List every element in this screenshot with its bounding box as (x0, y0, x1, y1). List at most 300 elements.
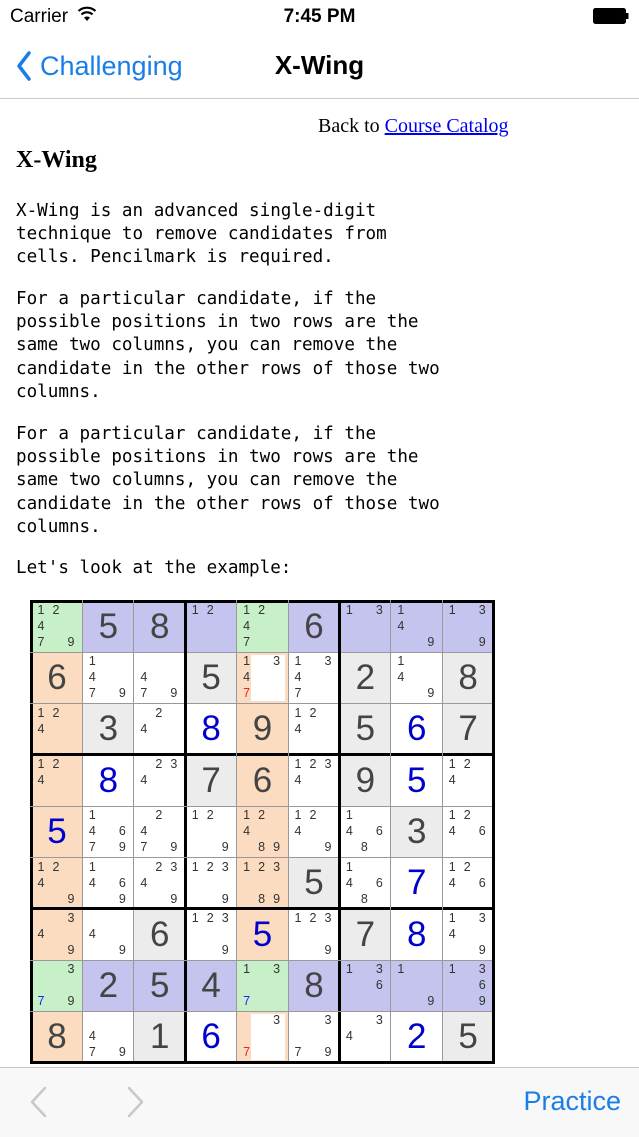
sudoku-cell-r4c6 (288, 755, 340, 807)
sudoku-cell-r2c8 (391, 652, 443, 704)
sudoku-cell-r7c5 (237, 909, 289, 961)
candidate-7: 7 (37, 635, 45, 649)
candidate-3: 3 (170, 756, 178, 771)
candidate-1: 1 (243, 654, 251, 669)
sudoku-cell-value: 7 (355, 914, 376, 954)
sudoku-cell-r9c7 (339, 1011, 391, 1063)
sudoku-cell-r8c6 (288, 960, 340, 1012)
candidate-4: 4 (448, 824, 456, 839)
candidate-9: 9 (170, 891, 178, 906)
candidate-7: 7 (243, 635, 251, 649)
grid-line (236, 600, 237, 1065)
grid-line (30, 1011, 496, 1012)
sudoku-cell-r4c4 (185, 755, 237, 807)
chevron-right-icon (120, 1085, 148, 1119)
grid-line (30, 857, 496, 858)
candidate-4: 4 (88, 875, 96, 890)
sudoku-cell-r9c8 (391, 1011, 443, 1063)
sudoku-cell-r4c5 (237, 755, 289, 807)
candidate-3: 3 (324, 910, 332, 925)
candidate-9: 9 (427, 686, 435, 701)
sudoku-cell-r1c8 (391, 601, 443, 653)
candidate-2: 2 (309, 808, 317, 823)
candidate-1: 1 (191, 859, 199, 874)
sudoku-cell-r2c9 (442, 652, 494, 704)
candidate-1: 1 (448, 859, 456, 874)
sudoku-cell-value: 5 (252, 914, 273, 954)
sudoku-cell-value: 5 (201, 658, 221, 698)
candidate-3: 3 (273, 859, 281, 874)
candidate-1: 1 (448, 756, 456, 771)
candidate-8: 8 (258, 840, 266, 855)
sudoku-cell-r7c9 (442, 909, 494, 961)
sudoku-cell-r2c7 (339, 652, 391, 704)
candidate-9: 9 (118, 840, 126, 855)
grid-line (30, 703, 496, 704)
candidate-2: 2 (309, 756, 317, 771)
grid-line (30, 806, 496, 807)
candidate-7: 7 (140, 686, 148, 701)
candidate-1: 1 (37, 603, 45, 617)
candidate-6: 6 (375, 875, 383, 890)
sudoku-cell-r2c1 (31, 652, 83, 704)
status-bar (0, 0, 639, 34)
sudoku-cell-r8c5 (237, 960, 289, 1012)
candidate-9: 9 (118, 1045, 126, 1060)
candidate-2: 2 (463, 808, 471, 823)
sudoku-cell-r8c7 (339, 960, 391, 1012)
sudoku-cell-r3c6 (288, 704, 340, 756)
candidate-4: 4 (345, 875, 353, 890)
sudoku-cell-value: 6 (252, 760, 273, 800)
sudoku-cell-r5c6 (288, 806, 340, 858)
candidate-9: 9 (478, 635, 486, 649)
candidate-7: 7 (88, 686, 96, 701)
sudoku-cell-value: 5 (47, 812, 67, 852)
sudoku-cell-r1c2 (82, 601, 134, 653)
sudoku-cell-r7c6 (288, 909, 340, 961)
candidate-9: 9 (118, 891, 126, 906)
sudoku-cell-r5c8 (391, 806, 443, 858)
sudoku-cell-r5c9 (442, 806, 494, 858)
sudoku-cell-value: 6 (47, 658, 67, 698)
candidate-3: 3 (324, 756, 332, 771)
candidate-1: 1 (345, 962, 353, 977)
candidate-4: 4 (140, 875, 148, 890)
sudoku-cell-r6c6 (288, 858, 340, 910)
sudoku-cell-value: 7 (458, 709, 478, 749)
sudoku-cell-value: 8 (150, 606, 170, 646)
candidate-1: 1 (397, 654, 405, 669)
candidate-3: 3 (478, 910, 486, 925)
candidate-2: 2 (52, 756, 60, 771)
grid-line (30, 960, 496, 961)
candidate-4: 4 (243, 619, 251, 633)
candidate-1: 1 (345, 859, 353, 874)
clock-label: 7:45 PM (283, 6, 356, 27)
candidate-8: 8 (360, 891, 368, 906)
sudoku-cell-r6c4 (185, 858, 237, 910)
candidate-1: 1 (37, 859, 45, 874)
sudoku-cell-r7c2 (82, 909, 134, 961)
paragraph-rows-rule: For a particular candidate, if the possible positions in two rows are the same two columns, you can remove the candidate in the other rows of those two columns. (16, 289, 440, 402)
grid-box-border (30, 600, 496, 603)
candidate-2: 2 (52, 705, 60, 720)
sudoku-cell-r4c9 (442, 755, 494, 807)
candidate-1: 1 (243, 603, 251, 617)
candidate-4: 4 (140, 824, 148, 839)
sudoku-cell-r9c1 (31, 1011, 83, 1063)
candidate-1: 1 (243, 808, 251, 823)
grid-box-border (338, 600, 341, 1065)
grid-line (288, 600, 289, 1065)
sudoku-cell-r8c4 (185, 960, 237, 1012)
candidate-7: 7 (243, 1045, 251, 1060)
bottom-toolbar (0, 1067, 639, 1137)
candidate-2: 2 (52, 859, 60, 874)
candidate-4: 4 (345, 824, 353, 839)
candidate-2: 2 (206, 910, 214, 925)
candidate-9: 9 (67, 994, 75, 1009)
candidate-3: 3 (324, 1013, 332, 1028)
sudoku-cell-value: 3 (98, 709, 119, 749)
sudoku-cell-value: 5 (150, 965, 170, 1005)
candidate-9: 9 (324, 942, 332, 957)
candidate-2: 2 (258, 808, 266, 823)
sudoku-cell-value: 5 (304, 863, 324, 903)
sudoku-cell-value: 4 (201, 965, 221, 1005)
candidate-3: 3 (375, 962, 383, 977)
candidate-1: 1 (243, 962, 251, 977)
paragraph-intro: X-Wing is an advanced single-digit technique to remove candidates from cells. Pencilmark is required. (16, 201, 387, 268)
candidate-4: 4 (294, 824, 302, 839)
sudoku-cell-r3c1 (31, 704, 83, 756)
candidate-2: 2 (206, 603, 214, 617)
sudoku-cell-r3c2 (82, 704, 134, 756)
sudoku-cell-r5c5 (237, 806, 289, 858)
candidate-4: 4 (140, 721, 148, 736)
candidate-1: 1 (88, 859, 96, 874)
candidate-1: 1 (294, 756, 302, 771)
sudoku-cell-r1c4 (185, 601, 237, 653)
sudoku-cell-value: 8 (98, 760, 119, 800)
previous-page-button[interactable] (26, 1085, 54, 1119)
sudoku-cell-r6c5 (237, 858, 289, 910)
candidate-9: 9 (221, 942, 229, 957)
sudoku-cell-r9c2 (82, 1011, 134, 1063)
sudoku-cell-r7c7 (339, 909, 391, 961)
back-button[interactable] (16, 46, 183, 86)
candidate-3: 3 (221, 910, 229, 925)
candidate-2: 2 (155, 808, 163, 823)
candidate-1: 1 (448, 962, 456, 977)
sudoku-cell-value: 2 (98, 965, 119, 1005)
candidate-2: 2 (258, 859, 266, 874)
candidate-4: 4 (37, 926, 45, 941)
candidate-6: 6 (375, 824, 383, 839)
grid-line (390, 600, 391, 1065)
sudoku-cell-value: 7 (407, 863, 427, 903)
candidate-4: 4 (397, 619, 405, 633)
sudoku-cell-r8c1 (31, 960, 83, 1012)
carrier-label: Carrier (10, 6, 69, 27)
grid-line (30, 652, 496, 653)
candidate-1: 1 (345, 808, 353, 823)
candidate-3: 3 (273, 1013, 281, 1028)
candidate-2: 2 (258, 603, 266, 617)
candidate-9: 9 (478, 942, 486, 957)
candidate-2: 2 (155, 705, 163, 720)
candidate-6: 6 (118, 824, 126, 839)
paragraph-example-intro: Let's look at the example: (16, 558, 292, 578)
chevron-left-icon (16, 51, 32, 81)
candidate-9: 9 (273, 840, 281, 855)
sudoku-cell-r8c3 (134, 960, 186, 1012)
candidate-7: 7 (88, 1045, 96, 1060)
course-catalog-link[interactable]: Course Catalog (384, 115, 509, 137)
candidate-4: 4 (88, 824, 96, 839)
candidate-2: 2 (155, 859, 163, 874)
candidate-7: 7 (37, 994, 45, 1009)
candidate-4: 4 (140, 670, 148, 685)
sudoku-cell-r9c3 (134, 1011, 186, 1063)
candidate-8: 8 (258, 891, 266, 906)
candidate-4: 4 (448, 926, 456, 941)
grid-box-border (492, 600, 495, 1065)
sudoku-cell-r8c8 (391, 960, 443, 1012)
candidate-1: 1 (345, 603, 353, 617)
grid-line (82, 600, 83, 1065)
page-title: X-Wing (274, 50, 365, 80)
candidate-1: 1 (243, 859, 251, 874)
candidate-1: 1 (294, 910, 302, 925)
candidate-1: 1 (191, 808, 199, 823)
sudoku-cell-r3c9 (442, 704, 494, 756)
sudoku-cell-r9c5 (237, 1011, 289, 1063)
sudoku-cell-value: 8 (201, 709, 221, 749)
candidate-3: 3 (478, 962, 486, 977)
candidate-4: 4 (37, 721, 45, 736)
candidate-4: 4 (294, 670, 302, 685)
sudoku-cell-r7c3 (134, 909, 186, 961)
back-to-catalog-line (318, 115, 509, 138)
candidate-9: 9 (324, 1045, 332, 1060)
sudoku-cell-value: 6 (150, 914, 170, 954)
sudoku-cell-value: 3 (407, 812, 427, 852)
sudoku-cell-r8c2 (82, 960, 134, 1012)
sudoku-cell-r9c9 (442, 1011, 494, 1063)
candidate-4: 4 (37, 772, 45, 787)
candidate-8: 8 (360, 840, 368, 855)
candidate-1: 1 (191, 910, 199, 925)
candidate-6: 6 (478, 875, 486, 890)
grid-box-border (30, 753, 496, 756)
next-page-button[interactable] (120, 1085, 148, 1119)
sudoku-cell-r4c2 (82, 755, 134, 807)
sudoku-cell-r4c8 (391, 755, 443, 807)
candidate-7: 7 (243, 994, 251, 1009)
candidate-4: 4 (140, 772, 148, 787)
candidate-4: 4 (448, 875, 456, 890)
chevron-left-icon (26, 1085, 54, 1119)
sudoku-cell-value: 5 (458, 1017, 478, 1057)
candidate-9: 9 (427, 635, 435, 649)
sudoku-cell-r1c5 (237, 601, 289, 653)
candidate-2: 2 (155, 756, 163, 771)
grid-box-border (30, 907, 496, 910)
sudoku-cell-r1c3 (134, 601, 186, 653)
candidate-4: 4 (88, 1029, 96, 1044)
sudoku-cell-value: 5 (98, 606, 119, 646)
sudoku-cell-r3c3 (134, 704, 186, 756)
sudoku-cell-value: 9 (355, 760, 376, 800)
lesson-content (0, 99, 639, 1067)
candidate-9: 9 (221, 891, 229, 906)
sudoku-cell-r7c1 (31, 909, 83, 961)
sudoku-cell-r2c3 (134, 652, 186, 704)
candidate-9: 9 (67, 635, 75, 649)
sudoku-cell-r1c1 (31, 601, 83, 653)
candidate-1: 1 (397, 603, 405, 617)
candidate-9: 9 (118, 686, 126, 701)
grid-line (442, 600, 443, 1065)
sudoku-cell-r3c5 (237, 704, 289, 756)
candidate-2: 2 (463, 756, 471, 771)
sudoku-cell-value: 2 (407, 1017, 427, 1057)
sudoku-cell-r2c2 (82, 652, 134, 704)
candidate-4: 4 (294, 721, 302, 736)
back-to-prefix: Back to (318, 115, 385, 137)
candidate-1: 1 (37, 705, 45, 720)
candidate-6: 6 (118, 875, 126, 890)
candidate-9: 9 (118, 942, 126, 957)
candidate-3: 3 (221, 859, 229, 874)
sudoku-cell-r6c9 (442, 858, 494, 910)
candidate-1: 1 (294, 705, 302, 720)
sudoku-cell-r3c4 (185, 704, 237, 756)
candidate-1: 1 (88, 808, 96, 823)
sudoku-cell-value: 6 (201, 1017, 221, 1057)
lesson-heading: X-Wing (16, 147, 97, 173)
candidate-3: 3 (67, 962, 75, 977)
candidate-1: 1 (88, 654, 96, 669)
battery-icon (593, 8, 629, 24)
candidate-4: 4 (243, 824, 251, 839)
candidate-6: 6 (375, 978, 383, 993)
sudoku-cell-r5c7 (339, 806, 391, 858)
sudoku-cell-r4c7 (339, 755, 391, 807)
candidate-3: 3 (375, 1013, 383, 1028)
candidate-9: 9 (170, 840, 178, 855)
sudoku-cell-r6c1 (31, 858, 83, 910)
sudoku-cell-value: 5 (355, 709, 376, 749)
sudoku-cell-r9c6 (288, 1011, 340, 1063)
sudoku-cell-value: 9 (252, 709, 273, 749)
candidate-4: 4 (243, 670, 251, 685)
candidate-2: 2 (52, 603, 60, 617)
sudoku-cell-value: 8 (458, 658, 478, 698)
candidate-3: 3 (67, 910, 75, 925)
candidate-2: 2 (309, 705, 317, 720)
candidate-9: 9 (221, 840, 229, 855)
sudoku-cell-r6c3 (134, 858, 186, 910)
candidate-9: 9 (67, 942, 75, 957)
sudoku-cell-value: 2 (355, 658, 376, 698)
candidate-7: 7 (88, 840, 96, 855)
sudoku-cell-r5c1 (31, 806, 83, 858)
candidate-7: 7 (294, 1045, 302, 1060)
grid-box-border (184, 600, 187, 1065)
candidate-2: 2 (309, 910, 317, 925)
candidate-2: 2 (206, 808, 214, 823)
sudoku-cell-r1c6 (288, 601, 340, 653)
sudoku-cell-value: 6 (304, 606, 324, 646)
candidate-4: 4 (448, 772, 456, 787)
candidate-9: 9 (427, 994, 435, 1009)
candidate-7: 7 (294, 686, 302, 701)
sudoku-cell-value: 8 (304, 965, 324, 1005)
candidate-4: 4 (37, 619, 45, 633)
sudoku-cell-r6c7 (339, 858, 391, 910)
sudoku-cell-r6c8 (391, 858, 443, 910)
candidate-7: 7 (243, 686, 251, 701)
candidate-4: 4 (345, 1029, 353, 1044)
candidate-3: 3 (273, 654, 281, 669)
candidate-9: 9 (67, 891, 75, 906)
back-button-label: Challenging (40, 50, 183, 81)
candidate-7: 7 (140, 840, 148, 855)
candidate-4: 4 (88, 670, 96, 685)
grid-box-border (30, 600, 33, 1065)
sudoku-cell-r6c2 (82, 858, 134, 910)
candidate-2: 2 (206, 859, 214, 874)
sudoku-cell-r2c6 (288, 652, 340, 704)
sudoku-cell-r7c4 (185, 909, 237, 961)
candidate-1: 1 (448, 808, 456, 823)
candidate-4: 4 (397, 670, 405, 685)
candidate-9: 9 (170, 686, 178, 701)
candidate-1: 1 (294, 654, 302, 669)
candidate-6: 6 (478, 824, 486, 839)
sudoku-cell-r2c5 (237, 652, 289, 704)
sudoku-cell-r7c8 (391, 909, 443, 961)
candidate-6: 6 (478, 978, 486, 993)
practice-button[interactable]: Practice (523, 1086, 621, 1116)
sudoku-cell-value: 6 (407, 709, 427, 749)
candidate-9: 9 (478, 994, 486, 1009)
sudoku-cell-r1c9 (442, 601, 494, 653)
sudoku-cell-value: 8 (407, 914, 427, 954)
sudoku-cell-value: 5 (407, 760, 427, 800)
sudoku-cell-r1c7 (339, 601, 391, 653)
candidate-1: 1 (448, 603, 456, 617)
sudoku-cell-r4c3 (134, 755, 186, 807)
sudoku-cell-r5c3 (134, 806, 186, 858)
sudoku-cell-value: 8 (47, 1017, 67, 1057)
candidate-3: 3 (170, 859, 178, 874)
paragraph-rows-rule-repeat: For a particular candidate, if the possible positions in two rows are the same two columns, you can remove the candidate in the other rows of those two columns. (16, 424, 440, 537)
sudoku-cell-value: 7 (201, 760, 221, 800)
candidate-3: 3 (273, 962, 281, 977)
candidate-1: 1 (37, 756, 45, 771)
candidate-9: 9 (273, 891, 281, 906)
grid-box-border (30, 1061, 496, 1064)
sudoku-cell-r5c2 (82, 806, 134, 858)
candidate-1: 1 (448, 910, 456, 925)
candidate-4: 4 (37, 875, 45, 890)
sudoku-cell-r3c7 (339, 704, 391, 756)
navigation-bar (0, 34, 639, 99)
